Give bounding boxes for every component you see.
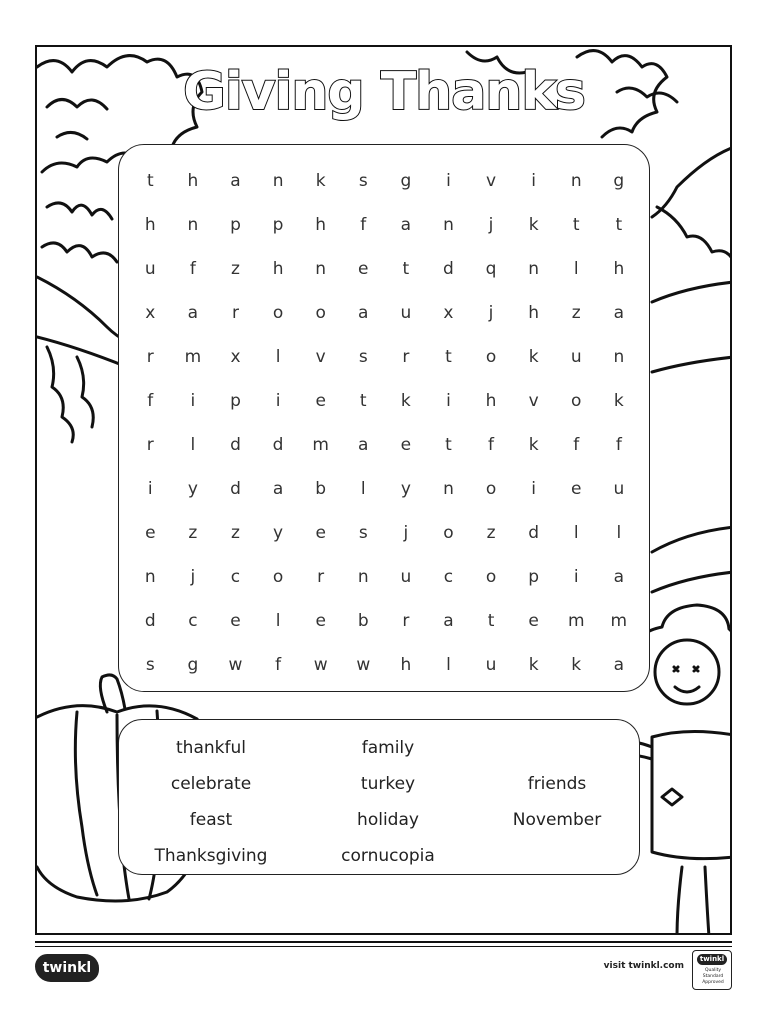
grid-letter[interactable]: l [573,259,579,279]
grid-letter[interactable]: g [187,655,199,675]
grid-letter[interactable]: k [528,215,539,235]
grid-letter[interactable]: e [230,611,241,631]
word-list-item: Thanksgiving [154,846,268,866]
grid-letter[interactable]: a [358,435,369,455]
grid-letter[interactable]: e [315,391,326,411]
grid-letter[interactable]: h [485,391,497,411]
grid-letter[interactable]: k [571,655,582,675]
grid-letter[interactable]: z [231,259,240,279]
hill-lines-right [652,282,732,302]
grid-letter[interactable]: h [528,303,540,323]
grid-letter[interactable]: o [485,567,497,587]
grid-letter[interactable]: h [315,215,327,235]
grid-letter[interactable]: m [312,435,329,455]
grid-letter[interactable]: r [231,303,239,323]
grid-letter[interactable]: c [443,567,454,587]
grid-letter[interactable]: b [357,611,369,631]
grid-letter[interactable]: k [528,435,539,455]
grid-letter[interactable]: a [230,171,241,191]
grid-letter[interactable]: p [230,215,241,235]
grid-letter[interactable]: v [486,171,497,191]
grid-letter[interactable]: v [315,347,326,367]
grid-letter[interactable]: q [485,259,497,279]
grid-letter[interactable]: a [443,611,454,631]
grid-letter[interactable]: l [446,655,451,675]
grid-letter[interactable]: o [272,303,284,323]
grid-letter[interactable]: m [184,347,202,367]
grid-letter[interactable]: k [528,655,539,675]
grid-letter[interactable]: s [358,523,368,543]
grid-letter[interactable]: t [402,259,410,279]
grid-letter[interactable]: n [272,171,284,191]
word-search-grid [129,159,640,687]
pumpkin-stem [100,675,125,712]
grid-letter[interactable]: h [187,171,199,191]
grid-letter[interactable]: k [613,391,624,411]
grid-letter[interactable]: s [358,347,368,367]
grid-letter[interactable]: o [443,523,454,543]
scarecrow-pole [677,867,709,935]
grid-letter[interactable]: o [571,391,582,411]
grid-letter[interactable]: p [528,567,540,587]
word-list-item [473,838,641,874]
grid-letter[interactable]: e [528,611,539,631]
grid-letter[interactable]: w [356,655,371,675]
grid-letter[interactable]: h [272,259,284,279]
grid-letter[interactable]: o [272,567,284,587]
grid-letter[interactable]: u [144,259,156,279]
grid-letter[interactable]: c [230,567,241,587]
grid-letter[interactable]: j [488,215,494,235]
grid-letter[interactable]: d [230,435,241,455]
grid-letter[interactable]: l [275,347,281,367]
word-list-item: feast [189,810,233,830]
grid-letter[interactable]: l [573,523,579,543]
grid-letter[interactable]: a [272,479,284,499]
grid-letter[interactable]: g [400,171,412,191]
grid-letter[interactable]: t [445,347,452,367]
grid-letter[interactable]: a [613,655,625,675]
grid-letter[interactable]: u [485,655,497,675]
grid-letter[interactable]: h [144,215,156,235]
grid-letter[interactable]: s [358,171,368,191]
visit-link[interactable]: visit twinkl.com [603,961,684,971]
grid-letter[interactable]: u [570,347,582,367]
grid-letter[interactable]: a [187,303,199,323]
grid-letter[interactable]: e [358,259,369,279]
grid-letter[interactable]: y [187,479,198,499]
grid-letter[interactable]: r [146,435,154,455]
grid-letter[interactable]: n [613,347,625,367]
grid-letter[interactable]: f [189,259,196,279]
grid-letter[interactable]: n [443,479,454,499]
word-list-item: November [512,810,602,830]
word-list-item: turkey [360,774,416,794]
word-list [119,730,639,874]
grid-letter[interactable]: t [146,171,154,191]
grid-letter[interactable]: i [147,479,153,499]
grid-letter[interactable]: n [315,259,327,279]
grid-letter[interactable]: m [610,611,628,631]
word-list-item: cornucopia [341,846,435,866]
grid-letter[interactable]: e [145,523,156,543]
grid-letter[interactable]: n [357,567,369,587]
grid-letter[interactable]: l [360,479,366,499]
grid-letter[interactable]: y [400,479,411,499]
grid-letter[interactable]: e [315,611,326,631]
grid-letter[interactable]: n [187,215,199,235]
word-list-item: friends [527,774,587,794]
word-list-item: holiday [357,810,419,830]
word-list-item: family [361,738,415,758]
grid-letter[interactable]: g [613,171,625,191]
grid-letter[interactable]: i [573,567,579,587]
word-list-box [118,719,640,875]
grid-letter[interactable]: k [400,391,411,411]
grid-letter[interactable]: n [144,567,156,587]
grid-letter[interactable]: t [445,435,452,455]
grid-letter[interactable]: f [615,435,622,455]
grid-letter[interactable]: d [230,479,241,499]
grid-letter[interactable]: z [486,523,496,543]
badge-logo: twinkl [697,954,727,965]
grid-letter[interactable]: j [403,523,409,543]
twinkl-logo [35,954,99,982]
grid-letter[interactable]: p [272,215,284,235]
grid-letter[interactable]: l [616,523,622,543]
grid-letter[interactable]: h [400,655,412,675]
grid-letter[interactable]: y [273,523,284,543]
grid-letter[interactable]: e [315,523,326,543]
grid-letter[interactable]: a [358,303,369,323]
grid-letter[interactable]: v [528,391,539,411]
grid-letter[interactable]: i [446,391,451,411]
scarecrow-head [655,640,719,704]
word-list-item: thankful [176,738,246,758]
hanging-leaves [47,347,73,442]
grid-letter[interactable]: e [400,435,412,455]
page-title: Giving Thanks [183,62,585,122]
grid-letter[interactable]: z [231,523,240,543]
grid-letter[interactable]: a [400,215,412,235]
grid-letter[interactable]: t [359,391,367,411]
grid-letter[interactable]: d [272,435,284,455]
grid-letter[interactable]: h [613,259,625,279]
grid-letter[interactable]: i [275,391,281,411]
grid-letter[interactable]: k [528,347,539,367]
grid-letter[interactable]: p [230,391,241,411]
logo-text: twinkl [42,960,92,976]
grid-letter[interactable]: n [443,215,454,235]
grid-letter[interactable]: i [446,171,451,191]
grid-letter[interactable]: f [275,655,282,675]
grid-letter[interactable]: z [188,523,198,543]
grid-letter[interactable]: w [313,655,328,675]
grid-letter[interactable]: e [571,479,582,499]
grid-letter[interactable]: f [488,435,495,455]
word-search-grid-box [118,144,650,692]
grid-letter[interactable]: l [190,435,196,455]
grid-letter[interactable]: k [315,171,326,191]
grid-letter[interactable]: b [315,479,327,499]
quality-badge [692,950,732,990]
grid-letter[interactable]: f [147,391,154,411]
grid-letter[interactable]: t [615,215,623,235]
grid-letter[interactable]: i [190,391,196,411]
grid-letter[interactable]: r [146,347,154,367]
word-list-item: celebrate [170,774,252,794]
grid-letter[interactable]: o [485,347,497,367]
grid-letter[interactable]: c [188,611,198,631]
grid-letter[interactable]: j [488,303,494,323]
badge-text: Quality Standard Approved [702,968,724,985]
footer-divider-thin [35,946,732,947]
grid-letter[interactable]: w [228,655,243,675]
grid-letter[interactable]: a [613,567,625,587]
footer-divider [35,941,732,943]
grid-letter[interactable]: j [190,567,196,587]
grid-letter[interactable]: f [360,215,367,235]
grid-letter[interactable]: r [317,567,325,587]
grid-letter[interactable]: m [567,611,585,631]
grid-letter[interactable]: f [573,435,580,455]
grid-letter[interactable]: o [315,303,326,323]
grid-letter[interactable]: i [531,479,536,499]
grid-letter[interactable]: z [571,303,581,323]
branch-right [652,147,732,217]
grid-letter[interactable]: n [528,259,540,279]
grid-letter[interactable]: i [531,171,536,191]
grid-letter[interactable]: t [487,611,495,631]
grid-letter[interactable]: n [570,171,582,191]
grid-letter[interactable]: t [572,215,580,235]
grid-letter[interactable]: l [275,611,281,631]
grid-letter[interactable]: u [400,303,412,323]
grid-letter[interactable]: r [402,347,410,367]
grid-letter[interactable]: u [613,479,625,499]
grid-letter[interactable]: o [485,479,497,499]
grid-letter[interactable]: a [613,303,625,323]
grid-letter[interactable]: x [443,303,454,323]
grid-letter[interactable]: d [528,523,540,543]
grid-letter[interactable]: x [145,303,156,323]
grid-letter[interactable]: d [144,611,156,631]
word-list-item [473,730,641,766]
grid-letter[interactable]: s [145,655,155,675]
grid-letter[interactable]: r [402,611,410,631]
grid-letter[interactable]: u [400,567,412,587]
grid-letter[interactable]: d [443,259,454,279]
grid-letter[interactable]: x [230,347,241,367]
